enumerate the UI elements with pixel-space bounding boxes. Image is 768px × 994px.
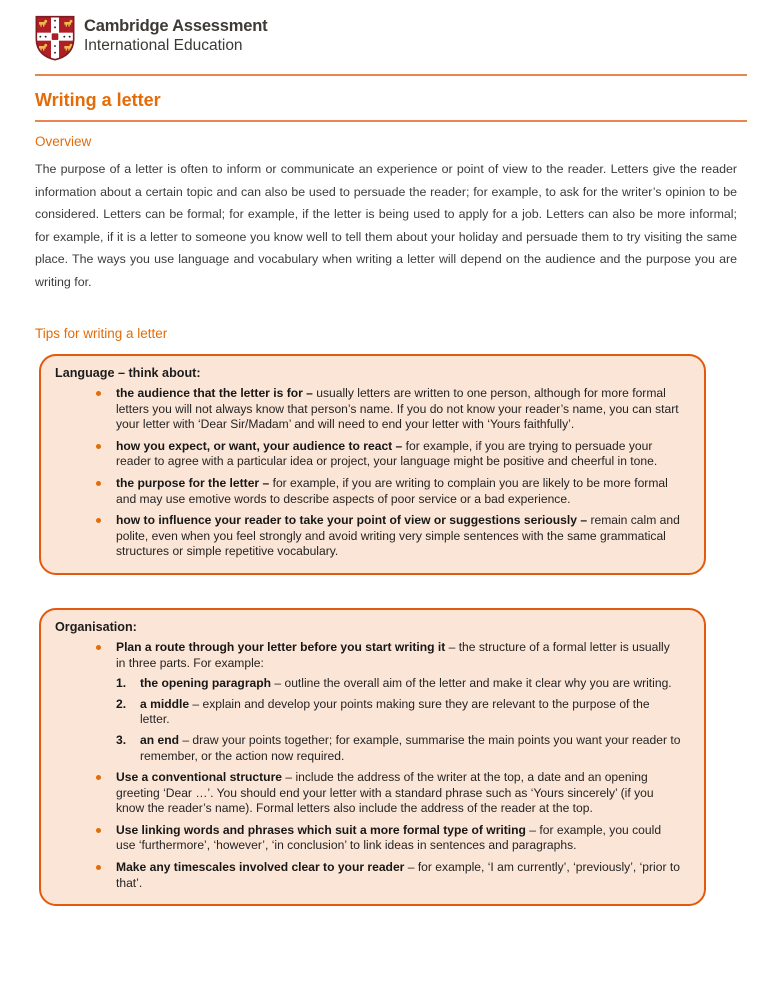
list-item (55, 476, 682, 507)
bullet-body: remain calm and polite, even when you feel strongly and avoid writing very simple sentences with the same grammatical structures or simple repetitive vocabulary. (116, 513, 680, 559)
header-divider (35, 74, 747, 76)
bullet-lead: Use linking words and phrases which suit a more formal type of writing (116, 822, 526, 837)
section-heading-tips: Tips for writing a letter (35, 326, 168, 341)
bullet-lead: Make any timescales involved clear to your reader (116, 860, 405, 875)
organisation-box (39, 608, 706, 906)
bullet-body: – for example, ‘I am currently’, ‘previously’, ‘prior to that’. (116, 860, 680, 890)
list-item (55, 860, 682, 891)
bullet-lead: the purpose for the letter – (116, 475, 270, 490)
numbered-lead: the opening paragraph (140, 676, 272, 691)
numbered-body: – explain and develop your points making sure they are relevant to the purpose of the letter. (140, 696, 650, 727)
bullet-lead: Plan a route through your letter before you start writing it (116, 639, 446, 654)
bullet-text (116, 860, 682, 891)
overview-paragraph: The purpose of a letter is often to inform or communicate an experience or point of view to the reader. Letters give the reader information about a certain topic and can also be used to persuade the reader; for example, to ask for the writer’s opinion to be considered. Letters can be formal; for example, if the letter is being used to apply for a job. Letters can also be more informal; for example, if it is a letter to someone you know well to tell them about your holiday and persuade them to try visiting the same place. The ways you use language and vocabulary when writing a letter will depend on the audience and the purpose you are writing for. (35, 162, 737, 289)
bullet-lead: how you expect, or want, your audience to react – (116, 438, 403, 453)
bullet-body: usually letters are written to one person, although for more formal letters you will not always know that person’s name. If you do not know your reader’s name, you can start your letter with ‘Dear Sir/Madam’ and will need to end your letter with ‘Yours faithfully’. (116, 386, 679, 432)
bullet-text (116, 386, 682, 433)
bullet-lead: how to influence your reader to take your point of view or suggestions seriously – (116, 513, 588, 528)
bullet-text (116, 476, 682, 507)
bullet-text (116, 770, 682, 817)
bullet-body: for example, if you are trying to persuade your reader to agree with a particular idea or project, your language might be positive and cheerful in tone. (116, 438, 658, 469)
bullet-body: – include the address of the writer at the top, a date and an opening greeting ‘Dear …’. You should end your letter with a standard phrase such as ‘Yours sincerely’ (if you know the reader’s name). Formal letters also include the address of the reader at the top. (116, 770, 654, 816)
numbered-item (116, 676, 682, 692)
item-number: 3. (116, 732, 127, 747)
bullet-text (116, 439, 682, 470)
list-item (55, 513, 682, 560)
list-item (55, 640, 682, 671)
item-number: 1. (116, 676, 127, 691)
numbered-item (116, 697, 682, 728)
page-title: Writing a letter (35, 90, 161, 110)
bullet-text (116, 823, 682, 854)
bullet-icon (96, 828, 101, 833)
numbered-item (116, 733, 682, 764)
bullet-icon (96, 481, 101, 486)
title-divider (35, 120, 747, 122)
bullet-lead: Use a conventional structure (116, 770, 282, 785)
bullet-lead: the audience that the letter is for – (116, 386, 313, 400)
bullet-text (116, 640, 682, 671)
numbered-lead: a middle (140, 696, 190, 711)
bullet-body: for example, if you are writing to complain you are likely to be more formal and may use emotive words to describe aspects of poor service or a bad experience. (116, 475, 668, 506)
list-item (55, 770, 682, 817)
item-number: 2. (116, 696, 127, 711)
bullet-icon (96, 444, 101, 449)
logo-line2: International Education (84, 37, 243, 54)
cambridge-logo (35, 15, 737, 61)
bullet-text (116, 513, 682, 560)
bullet-icon (96, 775, 101, 780)
bullet-icon (96, 518, 101, 523)
numbered-lead: an end (140, 732, 179, 747)
cambridge-shield-icon (35, 15, 75, 61)
bullet-icon (96, 865, 101, 870)
logo-line1: Cambridge Assessment (84, 17, 268, 35)
numbered-text (140, 733, 682, 764)
numbered-text (140, 676, 682, 692)
list-item (55, 439, 682, 470)
list-item (55, 386, 682, 433)
logo-wordmark (84, 17, 267, 55)
numbered-body: – outline the overall aim of the letter and make it clear why you are writing. (271, 676, 672, 691)
section-heading-overview: Overview (35, 134, 92, 149)
bullet-body: – for example, you could use ‘furthermore’, ‘however’, ‘in conclusion’ to link ideas in sentences and paragraphs. (116, 822, 662, 853)
numbered-text (140, 697, 682, 728)
list-item (55, 823, 682, 854)
numbered-body: – draw your points together; for example, summarise the main points you want your reader to remember, or the action now required. (140, 732, 681, 763)
language-box (39, 354, 706, 575)
box-title: Language – think about: (55, 366, 201, 380)
bullet-body: – the structure of a formal letter is usually in three parts. For example: (116, 639, 670, 670)
box-title: Organisation: (55, 619, 137, 634)
bullet-icon (96, 645, 101, 650)
bullet-icon (96, 391, 101, 396)
